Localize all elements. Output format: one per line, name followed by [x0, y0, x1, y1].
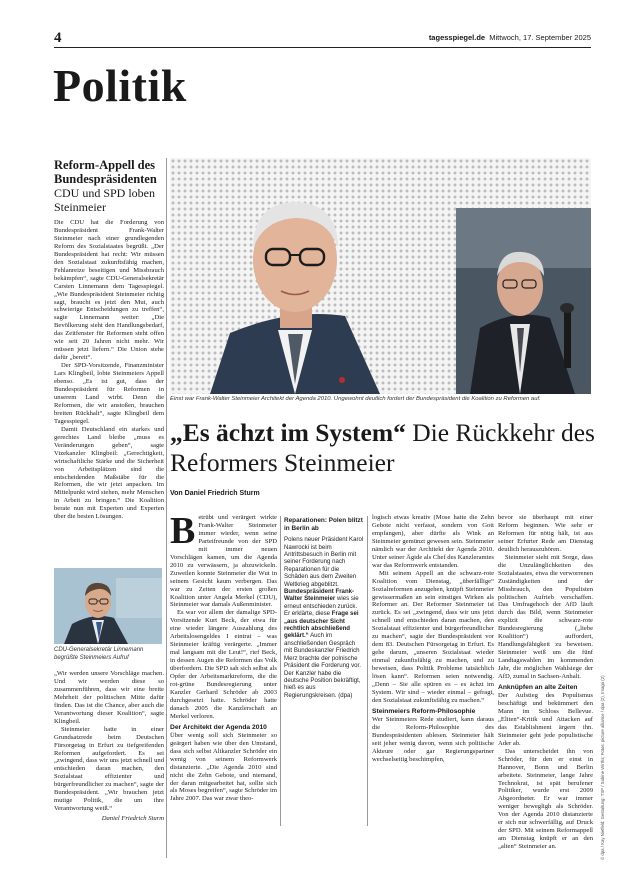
infobox-bold: Frage sei „aus deutscher Sicht rechtlich abschließend geklärt.“ [284, 610, 359, 640]
sidebar-body [54, 219, 164, 521]
linnemann-photo [54, 568, 162, 644]
article-subheading: Steinmeiers Reform-Philosophie [372, 707, 476, 715]
article-paragraph: etrübt und verärgert wirkte Frank-Walter Steinmeier immer wieder, wenn seine Parteifreunde von der SPD mit immer neuen Vorschlägen kamen, um die Agenda 2010 zu verwässern, ja abzuwickeln. Zuweilen konnte Steinmeier die Wut in seinem Gesicht kaum verbergen. Das war zu Zeiten der ersten großen Koalition unter Angela Merkel (CDU), Steinmeier war damals Außenminister. [170, 514, 277, 609]
infobox-divider-left [280, 516, 281, 826]
main-photo [170, 158, 591, 394]
infobox-text: wies sie erneut entschieden zurück. Er erklärte, diese [284, 595, 359, 618]
sidebar-author: Daniel Friedrich Sturm [101, 815, 164, 823]
brand-name[interactable]: tagesspiegel.de [428, 33, 486, 42]
sidebar-subhead: CDU und SPD loben Steinmeier [54, 186, 156, 214]
article-paragraph: Der Aufstieg des Populismus beschäftigt und bekümmert den Mann im Schloss Bellevue. „Eliten“-Kritik und Attacken auf das Establishment ärgern ihn. Steinmeier geht jede populistische Ader ab. [498, 692, 593, 747]
article-column-2 [372, 514, 494, 764]
sidebar-paragraph: Die CDU hat die Forderung von Bundespräsident Frank-Walter Steinmeier nach einer grundlegenden Reform des Sozialstaates begrüßt. „Der Bundespräsident hat recht: Wir müssen den Sozialstaat zukunftsfähig machen, Fehlanreize beseitigen und Missbrauch bekämpfen“, sagte CDU-Generalsekretär Carsten Linnemann dem Tagesspiegel. „Wie Bundespräsident Steinmeier richtig sagt, braucht es jetzt den Mut, auch schwierige Entscheidungen zu treffen“, sagte Linnemann weiter: „Die Bevölkerung sieht den Handlungsbedarf, das Zeitfenster für Reformen steht offen wie seit 20 Jahren nicht mehr. Wir müssen jetzt liefern.“ Die Union stehe dafür „bereit“. [54, 219, 164, 362]
infobox-title: Reparationen: Polen blitzt in Berlin ab [284, 517, 363, 532]
article-headline [170, 418, 595, 478]
sidebar-paragraph: Der SPD-Vorsitzende, Finanzminister Lars Klingbeil, lobte Steinmeiers Appell ebenso. „Es ist gut, dass der Bundespräsident für Reformen in unserem Land wirbt. Denn die Reformen, die wir anstoßen, brauchen breiten Rückhalt“, sagte Klingbeil dem Tagesspiegel. [54, 362, 164, 425]
article-paragraph: Das unterscheidet ihn von Schröder, für den er einst in Hannover, Bonn und Berlin arbeitete. Steinmeier, lange Jahre Technokrat, ist spät berufener Politiker, wurde erst 2009 Abgeordneter. Er war immer weniger bewegligh als Schröder. Von der Agenda 2010 distanzierte er sich nur schwerfällig, auf Druck der SPD. Mit seinem Reformappell am Dienstag knüpft er an den „alten“ Steinmeier an. [498, 747, 593, 851]
article-column-3 [498, 514, 593, 851]
page-number: 4 [54, 30, 62, 46]
infobox-bold: Bundespräsident Frank-Walter Steinmeier [284, 588, 355, 603]
infobox-text: Polens neuer Präsident Karol Nawrocki ist beim Antrittsbesuch in Berlin mit seiner Forderung nach Reparationen für die Schäden aus dem Zweiten Weltkrieg abgeblitzt. [284, 536, 364, 588]
article-paragraph: Mit seinem Appell an die schwarz-rote Koalition vom Dienstag, „überfällige“ Sozialreformen anzugehen, knüpft Steinmeier gewissermaßen an sein einstiges Wirken als Reformer an. Der Reformer Steinmeier ist zurück. Es sei „zwingend, dass wir uns jetzt schnell und entschieden daran machen, den Sozialstaat effizienter und bürgerfreundlicher zu machen“, sagte der Bundespräsident vor dem 83. Deutschen Fürsorgetag in Erfurt. Es gehe darum, „unseren Sozialstaat wieder einmal zukunftsfähig zu machen, und zu beweisen, dass Politik Probleme tatsächlich lösen kann“. Reformen seien notwendig. „Denn – Sie alle spüren es – es ächzt im System. Wir sind – wieder einmal – gefragt, den Sozialstaat zukunftsfähig zu machen.“ [372, 569, 494, 704]
masthead-line [429, 33, 591, 42]
headline-rest: Die Rückkehr des Reformers Steinmeier [170, 418, 595, 477]
infobox-text: Auch im anschließenden Gespräch mit Bundeskanzler Friedrich Merz brachte der polnische Präsident die Forderung vor. Der Kanzler habe die deutsche Position bekräftigt, hieß es aus Regierungskreisen. [284, 632, 361, 699]
photo-credit-text: © dpa / Kay Nietfeld; Gestaltung: TSP / Sabine Wirths; Fotos: picture alliance / dpa (2), Imago (2) [600, 675, 605, 860]
article-paragraph: Steinmeier sieht mit Sorge, dass die Unzulänglichkeiten des Sozialstaates, etwa die verworrenen Zuständigkeiten und der Missbrauch, den Populisten politischen Aufrieb verschaffen. Das Umfragehoch der AfD läuft durch das Bild, wenn Steinmeier explizit die schwarz-rote Bundesregierung („liebe Koalition“) auffordert, Handlungsfähigkeit zu beweisen. Steinmeier weiß um die fünf Landtagswahlen im kommenden Jahr, die möglichen Wahlsiege der AfD, zumal in Sachsen-Anhalt. [498, 553, 593, 681]
photo-credit [600, 660, 610, 860]
linnemann-portrait-illustration [54, 568, 162, 644]
sidebar-paragraph: Steinmeier hatte in einer Grundsatzrede beim Deutschen Fürsorgetag in Erfurt zu tiefgreifenden Reformen aufgefordert. Es sei „zwingend, dass wir uns jetzt schnell und entschieden daran machen, den Sozialstaat effizienter und bürgerfreundlicher zu machen“, sagte der Bundespräsident. „Wir brauchen jetzt mutige Politik, die um ihre Verantwortung weiß.“ [54, 725, 164, 813]
sidebar-article [54, 158, 164, 521]
infobox-divider-right [367, 516, 368, 826]
headline-quote: „Es ächzt im System“ [170, 418, 406, 447]
main-photo-caption: Einst war Frank-Walter Steinmeier Architekt der Agenda 2010. Ungewohnt deutlich fordert der Bundespräsident die Koalition zu Reformen auf. [170, 396, 541, 402]
article-paragraph: bevor sie überhaupt mit einer Reform beginnen. Wie sehr er Reformen für nötig hält, ist aus seiner Erfurter Rede am Dienstag deutlich herauszuhören. [498, 514, 593, 553]
header-rule [54, 47, 591, 48]
article-subheading: Anknüpfen an alte Zeiten [498, 684, 578, 692]
article-paragraph: Es war vor allem der damalige SPD-Vorsitzende Kurt Beck, der etwa für eine wieder längere Auszahlung des Arbeitslosengeldes I eintrat – was Steinmeier kräftig verärgerte. „Immer mal langsam mit die Leut!“, rief Beck, in dessen Augen die Reformen das Volk überfordern. Die SPD sah sich selbst als Opfer der Arbeitsmarktreform, die die rot-grüne Bundesregierung unter Kanzler Gerhard Schröder ab 2003 durchgesetzt hatte. Schröder hatte danach 2005 die Kanzlerschaft an Merkel verloren. [170, 609, 277, 720]
sidebar-paragraph: „Wir werden unsere Vorschläge machen. Und wir werden diese so zusammenführen, dass wir eine breite Mehrheit der politischen Mitte dafür finden. Das ist die Chance, aber auch die Verantwortung dieser Koalition“, sagte Klingbeil. [54, 670, 164, 725]
infobox-polen [284, 517, 364, 699]
article-byline: Von Daniel Friedrich Sturm [170, 490, 260, 497]
sidebar-paragraph: Damit Deutschland ein starkes und gerechtes Land bleibe „muss es Veränderungen geben“, sagte Vizekanzler Klingbeil: „Gerechtigkeit, wirtschaftliche Stärke und die Sicherheit von Arbeitsplätzen sind die entscheidenden Maßstäbe für die Reformen, die wir jetzt anpacken. Im Mittelpunkt wird stehen, mehr Menschen in Arbeit zu bringen.“ Die Koalition berate nun mit Experten und Experten über die besten Lösungen. [54, 425, 164, 521]
article-subheading: Der Architekt der Agenda 2010 [170, 723, 267, 731]
article-column-1 [170, 510, 277, 803]
sidebar-kicker: Reform-Appell des Bundespräsidenten [54, 158, 157, 186]
drop-cap: B [170, 510, 196, 552]
column-divider [166, 158, 167, 858]
article-paragraph: Wer Steinmeiers Rede studiert, kann daraus die Reform-Philosophie des Bundespräsidenten ablesen. Steinmeier hält seit jeher wenig davon, wenn sich politische Akteure oder gar Regierungspartner wechselseitig beschimpfen, [372, 715, 494, 763]
sidebar-photo-caption: CDU-Generalsekretär Linnemann begrüßte Steinmeiers Aufruf [54, 647, 144, 661]
article-paragraph: Über wenig soll sich Steinmeier so geärgert haben wie über den Umstand, dass sich selbst Altkanzler Schröder ein wenig von seinem Reformwerk distanzierte. „Die Agenda 2010 sind nicht die Zehn Gebote, und niemand, der daran mitgearbeitet hat, sollte sich als Moses begreifen“, sagte Schröder im Jahre 2007. Das war zwar theo- [170, 731, 277, 803]
steinmeier-collage-illustration [170, 158, 591, 394]
issue-date: Mittwoch, 17. September 2025 [489, 33, 591, 42]
section-title: Politik [53, 60, 187, 111]
infobox-source: (dpa) [338, 691, 353, 699]
sidebar-body-continued [54, 670, 164, 823]
article-paragraph: logisch etwas kreativ (Mose hatte die Zehn Gebote nicht verfasst, sondern von Gott empfangen), aber dürfte als Wink an Steinmeier gemünzt gewesen sein. Steinmeier nämlich war der Architekt der Agenda 2010. Unter seiner Ägide als Chef des Kanzleramtes war das Reformwerk entstanden. [372, 514, 494, 569]
